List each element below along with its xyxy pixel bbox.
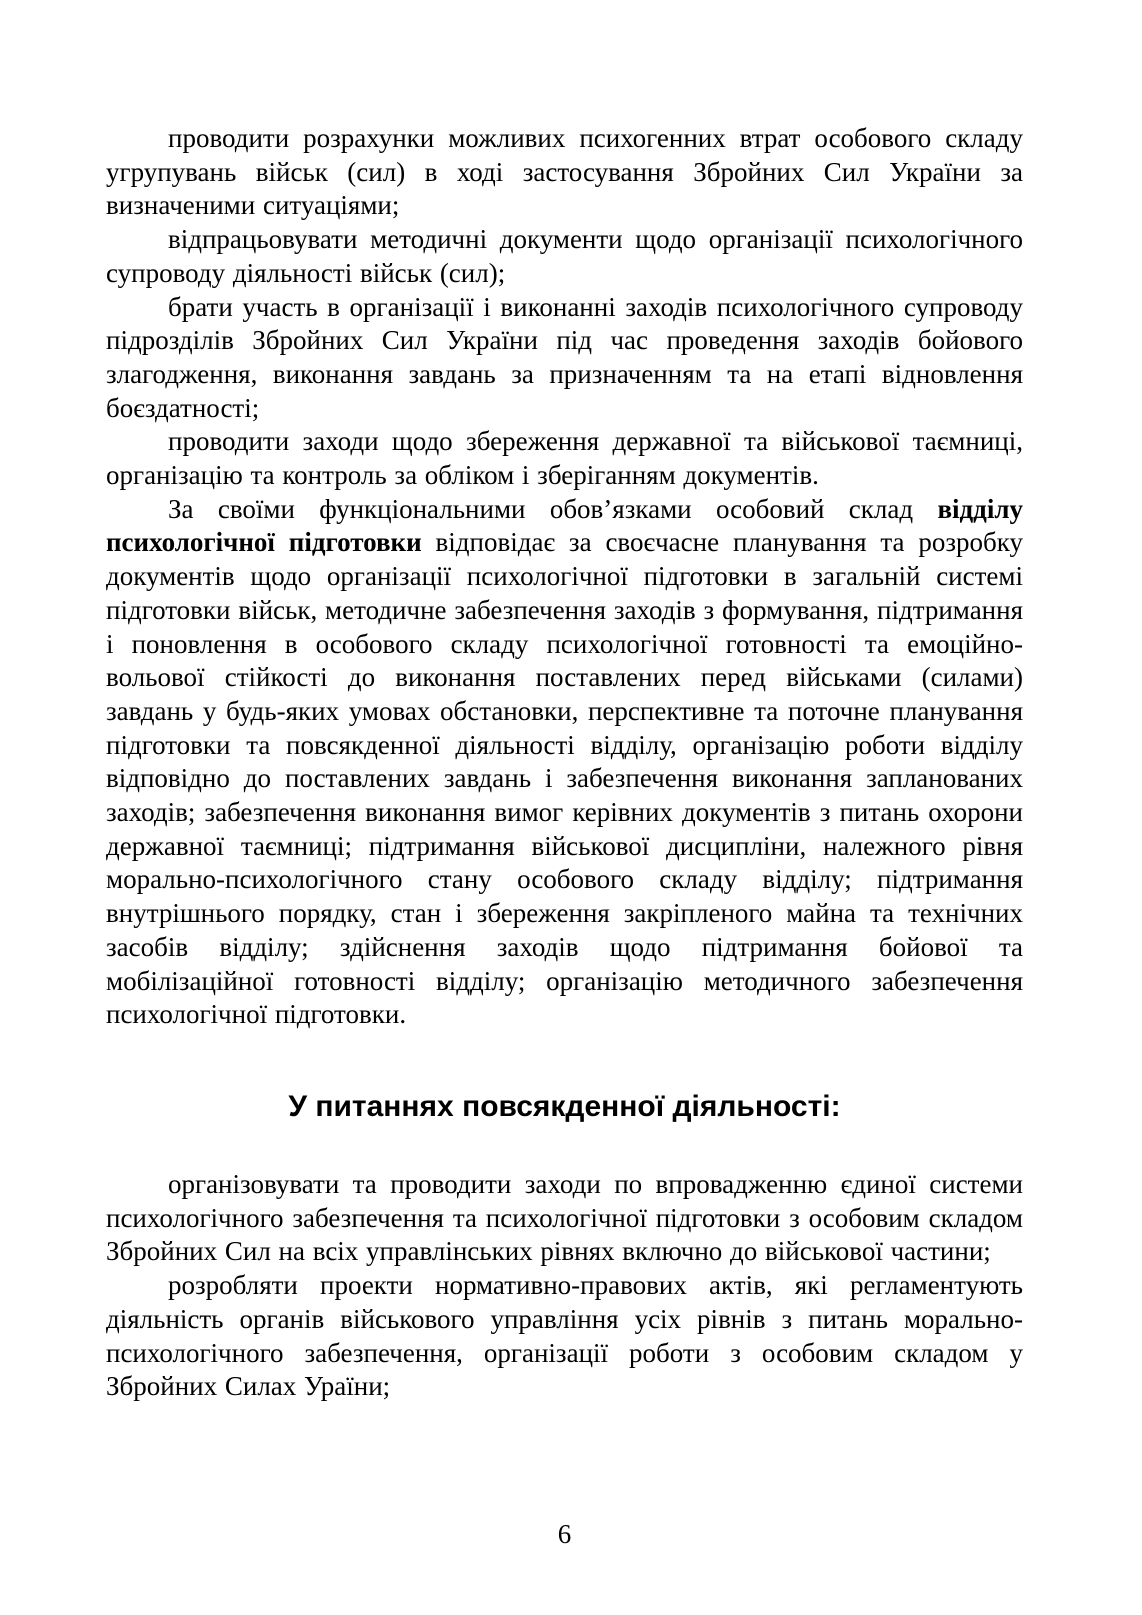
paragraph-unified-system: організовувати та проводити заходи по впровадженню єдиної системи психологічного забезпечення та психологічної підготовки з особовим складом Збройних Сил на всіх управлінських рівнях включно до військової частини;	[106, 1168, 1023, 1267]
paragraph-draft-legal-acts: розробляти проекти нормативно-правових актів, які регламентують діяльність органів військового управління усіх рівнів з питань морально- психологічного забезпечення, організації роботи з особовим складом у Збройних Силах Ураїни;	[106, 1270, 1023, 1402]
page-number: 6	[557, 1519, 572, 1549]
paragraph-functional-duties-rest: відповідає за своєчасне планування та розробку документів щодо організації психологічної підготовки в загальній системі підготовки військ, методичне забезпечення заходів з формування, підтримання і поновлення в особового складу психологічної готовності та емоційно- вольової стійкості до виконання поставлених перед військами (силами) завдань у будь-яких умовах обстановки, перспективне та поточне планування підготовки та повсякденної діяльності відділу, організацію роботи відділу відповідно до поставлених завдань і забезпечення виконання запланованих заходів; забезпечення виконання вимог керівних документів з питань охорони державної таємниці; підтримання військової дисципліни, належного рівня морально-психологічного стану особового складу відділу; підтримання внутрішнього порядку, стан і збереження закріпленого майна та технічних засобів відділу; здійснення заходів щодо підтримання бойової та мобілізаційної готовності відділу; організацію методичного забезпечення психологічної підготовки.	[106, 527, 1023, 1030]
paragraph-functional-duties-lead: За своїми функціональними обов’язками особовий склад	[168, 493, 938, 524]
bold-department-name: відділу психологічної підготовки	[106, 493, 1023, 558]
paragraph-participation-support: брати участь в організації і виконанні заходів психологічного супроводу підрозділів Збройних Сил України під час проведення заходів бойового злагодження, виконання завдань за призначенням та на етапі відновлення боєздатності;	[106, 291, 1023, 423]
section-heading-daily-activities: У питаннях повсякденної діяльності:	[288, 1089, 841, 1123]
paragraph-methodical-documents: відпрацьовувати методичні документи щодо організації психологічного супроводу діяльності військ (сил);	[106, 224, 1023, 288]
document-body	[106, 122, 1023, 1404]
paragraph-psychogenic-losses: проводити розрахунки можливих психогенних втрат особового складу угрупувань військ (сил) в ході застосування Збройних Сил України за визначеними ситуаціями;	[106, 123, 1023, 221]
paragraph-functional-duties	[106, 493, 1023, 1032]
paragraph-secrecy-measures: проводити заходи щодо збереження державної та військової таємниці, організацію та контроль за обліком і зберіганням документів.	[106, 426, 1023, 491]
